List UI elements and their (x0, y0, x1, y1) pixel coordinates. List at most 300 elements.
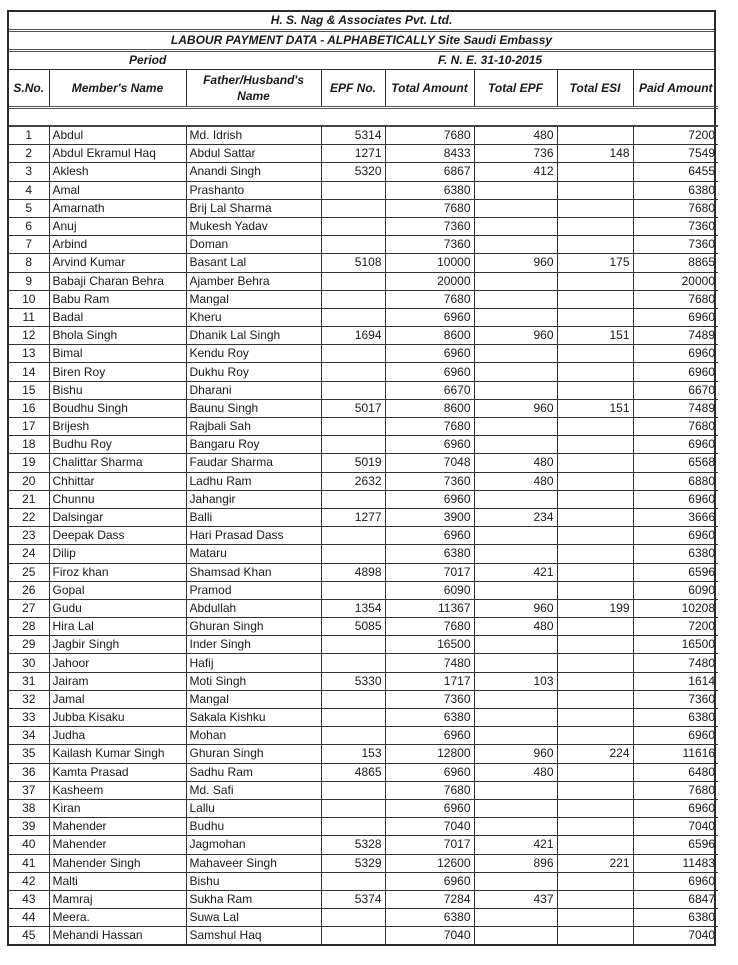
cell-father-husband-name: Mangal (186, 290, 321, 308)
cell-sno: 37 (9, 781, 49, 799)
cell-sno: 7 (9, 236, 49, 254)
cell-total-amount: 7480 (385, 654, 474, 672)
cell-total-epf: 960 (474, 327, 557, 345)
cell-epf-no (321, 272, 385, 290)
cell-father-husband-name: Budhu (186, 818, 321, 836)
cell-epf-no (321, 927, 385, 945)
cell-total-esi (557, 690, 633, 708)
cell-total-esi: 148 (557, 145, 633, 163)
table-row (9, 563, 718, 581)
period-label: Period (129, 53, 167, 67)
cell-total-amount: 7360 (385, 236, 474, 254)
cell-epf-no: 5328 (321, 836, 385, 854)
cell-total-esi (557, 345, 633, 363)
cell-total-esi: 151 (557, 399, 633, 417)
cell-sno: 23 (9, 527, 49, 545)
table-row (9, 927, 718, 945)
cell-total-amount: 7360 (385, 217, 474, 235)
cell-total-amount: 6960 (385, 799, 474, 817)
cell-total-amount: 7048 (385, 454, 474, 472)
cell-total-esi (557, 890, 633, 908)
cell-father-husband-name: Mohan (186, 727, 321, 745)
cell-sno: 29 (9, 636, 49, 654)
col-header-total-epf: Total EPF (474, 70, 557, 108)
cell-total-esi (557, 545, 633, 563)
cell-father-husband-name: Hari Prasad Dass (186, 527, 321, 545)
cell-paid-amount: 7480 (633, 654, 718, 672)
cell-paid-amount: 7360 (633, 690, 718, 708)
cell-paid-amount: 6960 (633, 727, 718, 745)
cell-total-epf (474, 436, 557, 454)
cell-paid-amount: 3666 (633, 508, 718, 526)
table-row (9, 436, 718, 454)
cell-father-husband-name: Pramod (186, 581, 321, 599)
cell-total-epf: 480 (474, 763, 557, 781)
cell-paid-amount: 6380 (633, 545, 718, 563)
cell-sno: 16 (9, 399, 49, 417)
cell-total-esi (557, 727, 633, 745)
cell-paid-amount: 1614 (633, 672, 718, 690)
cell-paid-amount: 7200 (633, 126, 718, 145)
cell-total-epf (474, 818, 557, 836)
cell-sno: 10 (9, 290, 49, 308)
cell-paid-amount: 7360 (633, 217, 718, 235)
cell-member-name: Bimal (49, 345, 186, 363)
cell-epf-no (321, 527, 385, 545)
cell-paid-amount: 6455 (633, 163, 718, 181)
cell-sno: 18 (9, 436, 49, 454)
table-row (9, 727, 718, 745)
cell-total-epf (474, 272, 557, 290)
cell-paid-amount: 6960 (633, 363, 718, 381)
table-row (9, 581, 718, 599)
cell-father-husband-name: Bishu (186, 872, 321, 890)
cell-sno: 26 (9, 581, 49, 599)
cell-epf-no: 5374 (321, 890, 385, 908)
cell-total-epf (474, 181, 557, 199)
cell-paid-amount: 6960 (633, 436, 718, 454)
cell-sno: 6 (9, 217, 49, 235)
cell-father-husband-name: Md. Idrish (186, 126, 321, 145)
cell-total-amount: 11367 (385, 599, 474, 617)
period-value: F. N. E. 31-10-2015 (438, 53, 543, 67)
cell-paid-amount: 7040 (633, 818, 718, 836)
cell-total-amount: 7017 (385, 836, 474, 854)
cell-father-husband-name: Samshul Haq (186, 927, 321, 945)
table-row (9, 636, 718, 654)
cell-total-amount: 6090 (385, 581, 474, 599)
cell-total-amount: 6960 (385, 727, 474, 745)
cell-epf-no (321, 217, 385, 235)
cell-sno: 11 (9, 308, 49, 326)
cell-paid-amount: 6670 (633, 381, 718, 399)
cell-sno: 5 (9, 199, 49, 217)
cell-total-amount: 12800 (385, 745, 474, 763)
cell-total-esi (557, 836, 633, 854)
cell-father-husband-name: Sadhu Ram (186, 763, 321, 781)
table-row (9, 763, 718, 781)
table-row (9, 163, 718, 181)
cell-member-name: Amal (49, 181, 186, 199)
report-title: LABOUR PAYMENT DATA - ALPHABETICALLY Site Saudi Embassy (9, 32, 714, 52)
cell-epf-no (321, 636, 385, 654)
cell-member-name: Biren Roy (49, 363, 186, 381)
cell-member-name: Gopal (49, 581, 186, 599)
cell-father-husband-name: Sukha Ram (186, 890, 321, 908)
cell-father-husband-name: Abdul Sattar (186, 145, 321, 163)
cell-total-esi (557, 418, 633, 436)
cell-member-name: Brijesh (49, 418, 186, 436)
cell-sno: 9 (9, 272, 49, 290)
table-row (9, 618, 718, 636)
cell-total-epf (474, 781, 557, 799)
cell-sno: 27 (9, 599, 49, 617)
cell-epf-no: 5320 (321, 163, 385, 181)
cell-total-amount: 6960 (385, 436, 474, 454)
cell-father-husband-name: Dukhu Roy (186, 363, 321, 381)
cell-total-amount: 7360 (385, 472, 474, 490)
cell-total-amount: 7040 (385, 818, 474, 836)
cell-member-name: Budhu Roy (49, 436, 186, 454)
cell-paid-amount: 6480 (633, 763, 718, 781)
cell-epf-no: 1271 (321, 145, 385, 163)
cell-father-husband-name: Mahaveer Singh (186, 854, 321, 872)
cell-epf-no (321, 290, 385, 308)
cell-father-husband-name: Ghuran Singh (186, 618, 321, 636)
cell-father-husband-name: Jahangir (186, 490, 321, 508)
cell-total-epf (474, 290, 557, 308)
spacer-row (9, 108, 718, 127)
cell-member-name: Firoz khan (49, 563, 186, 581)
cell-epf-no (321, 690, 385, 708)
cell-total-amount: 7040 (385, 927, 474, 945)
cell-sno: 30 (9, 654, 49, 672)
col-header-father-husband-name: Father/Husband's Name (186, 70, 321, 108)
cell-paid-amount: 7200 (633, 618, 718, 636)
cell-total-amount: 7284 (385, 890, 474, 908)
cell-father-husband-name: Inder Singh (186, 636, 321, 654)
cell-father-husband-name: Sakala Kishku (186, 709, 321, 727)
cell-total-epf: 736 (474, 145, 557, 163)
table-row (9, 836, 718, 854)
cell-sno: 20 (9, 472, 49, 490)
cell-total-epf (474, 345, 557, 363)
cell-father-husband-name: Suwa Lal (186, 909, 321, 927)
cell-total-esi (557, 308, 633, 326)
cell-total-amount: 7680 (385, 618, 474, 636)
cell-total-esi (557, 927, 633, 945)
cell-member-name: Dilip (49, 545, 186, 563)
cell-member-name: Mamraj (49, 890, 186, 908)
cell-total-esi (557, 654, 633, 672)
cell-total-epf (474, 308, 557, 326)
cell-total-epf (474, 545, 557, 563)
cell-father-husband-name: Lallu (186, 799, 321, 817)
cell-father-husband-name: Prashanto (186, 181, 321, 199)
cell-total-epf (474, 527, 557, 545)
cell-father-husband-name: Baunu Singh (186, 399, 321, 417)
table-row (9, 472, 718, 490)
cell-paid-amount: 6960 (633, 308, 718, 326)
cell-total-epf: 480 (474, 454, 557, 472)
table-row (9, 745, 718, 763)
cell-sno: 38 (9, 799, 49, 817)
cell-father-husband-name: Doman (186, 236, 321, 254)
cell-member-name: Mahender (49, 818, 186, 836)
cell-epf-no (321, 545, 385, 563)
cell-father-husband-name: Moti Singh (186, 672, 321, 690)
cell-total-amount: 7680 (385, 781, 474, 799)
cell-member-name: Chunnu (49, 490, 186, 508)
cell-member-name: Jahoor (49, 654, 186, 672)
cell-total-amount: 6960 (385, 345, 474, 363)
cell-sno: 44 (9, 909, 49, 927)
cell-total-esi (557, 581, 633, 599)
cell-total-epf: 412 (474, 163, 557, 181)
cell-father-husband-name: Abdullah (186, 599, 321, 617)
cell-total-epf: 960 (474, 599, 557, 617)
cell-sno: 32 (9, 690, 49, 708)
cell-total-esi (557, 199, 633, 217)
cell-paid-amount: 7680 (633, 781, 718, 799)
cell-epf-no (321, 909, 385, 927)
table-row (9, 126, 718, 145)
cell-total-epf (474, 217, 557, 235)
cell-epf-no: 5330 (321, 672, 385, 690)
cell-total-epf (474, 909, 557, 927)
cell-epf-no (321, 872, 385, 890)
cell-sno: 14 (9, 363, 49, 381)
cell-paid-amount: 7680 (633, 290, 718, 308)
cell-total-amount: 7680 (385, 418, 474, 436)
cell-total-amount: 6960 (385, 363, 474, 381)
cell-total-amount: 12600 (385, 854, 474, 872)
cell-total-esi (557, 672, 633, 690)
cell-epf-no (321, 490, 385, 508)
cell-sno: 15 (9, 381, 49, 399)
cell-total-amount: 6380 (385, 545, 474, 563)
cell-total-amount: 7680 (385, 126, 474, 145)
cell-total-esi (557, 236, 633, 254)
cell-member-name: Deepak Dass (49, 527, 186, 545)
cell-total-amount: 6960 (385, 763, 474, 781)
cell-father-husband-name: Ghuran Singh (186, 745, 321, 763)
table-row (9, 308, 718, 326)
cell-total-epf (474, 690, 557, 708)
cell-sno: 4 (9, 181, 49, 199)
cell-paid-amount: 20000 (633, 272, 718, 290)
cell-total-epf: 103 (474, 672, 557, 690)
cell-paid-amount: 7360 (633, 236, 718, 254)
cell-epf-no: 1354 (321, 599, 385, 617)
cell-sno: 40 (9, 836, 49, 854)
cell-total-esi (557, 909, 633, 927)
cell-sno: 36 (9, 763, 49, 781)
cell-paid-amount: 6380 (633, 909, 718, 927)
cell-total-amount: 6380 (385, 709, 474, 727)
cell-member-name: Gudu (49, 599, 186, 617)
cell-paid-amount: 6596 (633, 563, 718, 581)
cell-paid-amount: 6090 (633, 581, 718, 599)
col-header-member-name: Member's Name (49, 70, 186, 108)
cell-total-amount: 6960 (385, 872, 474, 890)
table-row (9, 145, 718, 163)
cell-member-name: Abdul (49, 126, 186, 145)
col-header-sno: S.No. (9, 70, 49, 108)
cell-total-amount: 8600 (385, 399, 474, 417)
cell-sno: 19 (9, 454, 49, 472)
cell-total-esi (557, 436, 633, 454)
cell-total-amount: 1717 (385, 672, 474, 690)
cell-total-esi (557, 363, 633, 381)
cell-total-esi (557, 272, 633, 290)
cell-total-epf: 960 (474, 254, 557, 272)
cell-total-esi (557, 763, 633, 781)
cell-total-epf: 960 (474, 745, 557, 763)
cell-member-name: Mahender Singh (49, 854, 186, 872)
cell-total-amount: 6960 (385, 527, 474, 545)
cell-sno: 8 (9, 254, 49, 272)
table-row (9, 545, 718, 563)
cell-epf-no (321, 436, 385, 454)
cell-total-esi (557, 508, 633, 526)
cell-total-esi (557, 872, 633, 890)
cell-sno: 41 (9, 854, 49, 872)
cell-total-epf (474, 581, 557, 599)
cell-paid-amount: 6596 (633, 836, 718, 854)
cell-sno: 33 (9, 709, 49, 727)
cell-member-name: Kiran (49, 799, 186, 817)
cell-member-name: Jamal (49, 690, 186, 708)
cell-total-epf: 234 (474, 508, 557, 526)
cell-total-esi (557, 454, 633, 472)
cell-sno: 1 (9, 126, 49, 145)
cell-total-amount: 7680 (385, 199, 474, 217)
cell-total-amount: 8600 (385, 327, 474, 345)
cell-total-esi (557, 181, 633, 199)
cell-total-esi: 224 (557, 745, 633, 763)
cell-member-name: Kailash Kumar Singh (49, 745, 186, 763)
cell-father-husband-name: Mukesh Yadav (186, 217, 321, 235)
cell-member-name: Arvind Kumar (49, 254, 186, 272)
cell-member-name: Mahender (49, 836, 186, 854)
cell-sno: 2 (9, 145, 49, 163)
table-row (9, 272, 718, 290)
cell-epf-no (321, 654, 385, 672)
cell-total-epf (474, 199, 557, 217)
cell-total-amount: 3900 (385, 508, 474, 526)
cell-paid-amount: 7680 (633, 418, 718, 436)
cell-total-amount: 7017 (385, 563, 474, 581)
cell-father-husband-name: Mataru (186, 545, 321, 563)
period-row (9, 52, 714, 70)
table-row (9, 490, 718, 508)
cell-epf-no (321, 709, 385, 727)
table-row (9, 217, 718, 235)
cell-total-esi (557, 636, 633, 654)
cell-total-esi (557, 163, 633, 181)
cell-total-epf (474, 727, 557, 745)
cell-sno: 12 (9, 327, 49, 345)
cell-member-name: Babu Ram (49, 290, 186, 308)
table-row (9, 709, 718, 727)
cell-member-name: Jubba Kisaku (49, 709, 186, 727)
table-row (9, 872, 718, 890)
cell-member-name: Arbind (49, 236, 186, 254)
cell-father-husband-name: Md. Safi (186, 781, 321, 799)
cell-member-name: Chhittar (49, 472, 186, 490)
cell-epf-no (321, 181, 385, 199)
table-row (9, 418, 718, 436)
cell-total-amount: 20000 (385, 272, 474, 290)
cell-epf-no: 5019 (321, 454, 385, 472)
cell-epf-no (321, 363, 385, 381)
cell-epf-no: 1694 (321, 327, 385, 345)
table-row (9, 345, 718, 363)
cell-total-esi (557, 472, 633, 490)
cell-epf-no (321, 308, 385, 326)
cell-total-epf (474, 381, 557, 399)
table-row (9, 327, 718, 345)
cell-father-husband-name: Balli (186, 508, 321, 526)
cell-total-esi: 199 (557, 599, 633, 617)
cell-sno: 13 (9, 345, 49, 363)
cell-epf-no (321, 345, 385, 363)
cell-epf-no (321, 236, 385, 254)
cell-total-amount: 7360 (385, 690, 474, 708)
cell-paid-amount: 6380 (633, 181, 718, 199)
cell-total-amount: 6670 (385, 381, 474, 399)
col-header-paid-amount: Paid Amount (633, 70, 718, 108)
cell-father-husband-name: Jagmohan (186, 836, 321, 854)
table-row (9, 454, 718, 472)
cell-member-name: Jagbir Singh (49, 636, 186, 654)
table-row (9, 654, 718, 672)
table-row (9, 599, 718, 617)
cell-member-name: Kasheem (49, 781, 186, 799)
cell-sno: 43 (9, 890, 49, 908)
cell-member-name: Kamta Prasad (49, 763, 186, 781)
cell-member-name: Abdul Ekramul Haq (49, 145, 186, 163)
col-header-epf-no: EPF No. (321, 70, 385, 108)
cell-paid-amount: 6960 (633, 527, 718, 545)
cell-member-name: Babaji Charan Behra (49, 272, 186, 290)
cell-member-name: Badal (49, 308, 186, 326)
cell-father-husband-name: Faudar Sharma (186, 454, 321, 472)
cell-sno: 25 (9, 563, 49, 581)
cell-epf-no (321, 418, 385, 436)
cell-member-name: Aklesh (49, 163, 186, 181)
cell-father-husband-name: Kheru (186, 308, 321, 326)
cell-paid-amount: 11483 (633, 854, 718, 872)
cell-member-name: Meera. (49, 909, 186, 927)
cell-total-amount: 16500 (385, 636, 474, 654)
cell-total-amount: 10000 (385, 254, 474, 272)
cell-epf-no: 1277 (321, 508, 385, 526)
cell-total-epf (474, 927, 557, 945)
cell-member-name: Bishu (49, 381, 186, 399)
table-row (9, 381, 718, 399)
cell-member-name: Amarnath (49, 199, 186, 217)
cell-father-husband-name: Hafij (186, 654, 321, 672)
cell-epf-no (321, 727, 385, 745)
cell-sno: 22 (9, 508, 49, 526)
cell-sno: 17 (9, 418, 49, 436)
cell-total-amount: 6380 (385, 909, 474, 927)
cell-total-amount: 6960 (385, 490, 474, 508)
cell-epf-no: 5314 (321, 126, 385, 145)
cell-paid-amount: 16500 (633, 636, 718, 654)
